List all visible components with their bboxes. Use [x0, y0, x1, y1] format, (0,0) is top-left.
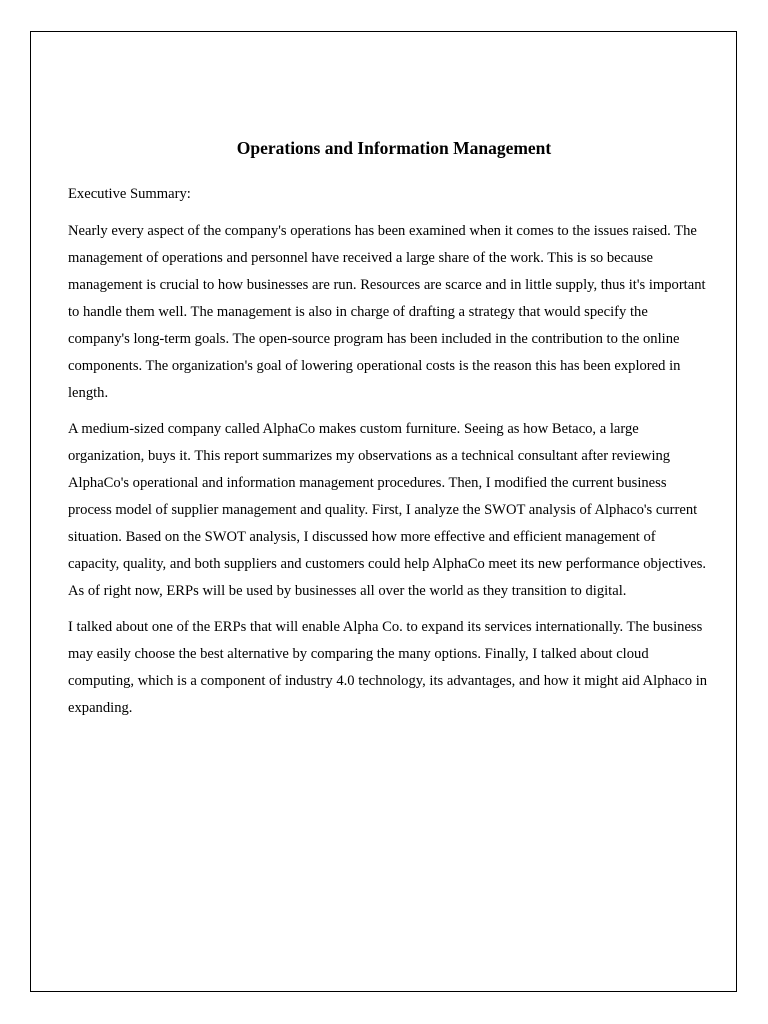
document-title: Operations and Information Management: [236, 138, 552, 158]
paragraph-1: Nearly every aspect of the company's operations has been examined when it comes to the issues raised. The management of operations and personnel have received a large share of the work. This is so because management is crucial to how businesses are run. Resources are scarce and in little supply, thus it's important to handle them well. The management is also in charge of drafting a strategy that would specify the company's long-term goals. The open-source program has been included in the contribution to the online components. The organization's goal of lowering operational costs is the reason this has been explored in length.: [68, 223, 706, 401]
paragraph-3: I talked about one of the ERPs that will enable Alpha Co. to expand its services internationally. The business may easily choose the best alternative by comparing the many options. Finally, I talked about cloud computing, which is a component of industry 4.0 technology, its advantages, and how it might aid Alphaco in expanding.: [68, 619, 708, 716]
document-body: [68, 136, 708, 731]
paragraph-2: A medium-sized company called AlphaCo makes custom furniture. Seeing as how Betaco, a large organization, buys it. This report summarizes my observations as a technical consultant after reviewing AlphaCo's operational and information management procedures. Then, I modified the current business process model of supplier management and quality. First, I analyze the SWOT analysis of Alphaco's current situation. Based on the SWOT analysis, I discussed how more effective and efficient management of capacity, quality, and both suppliers and customers could help AlphaCo meet its new performance objectives. As of right now, ERPs will be used by businesses all over the world as they transition to digital.: [68, 421, 707, 599]
section-heading: Executive Summary:: [68, 186, 191, 202]
